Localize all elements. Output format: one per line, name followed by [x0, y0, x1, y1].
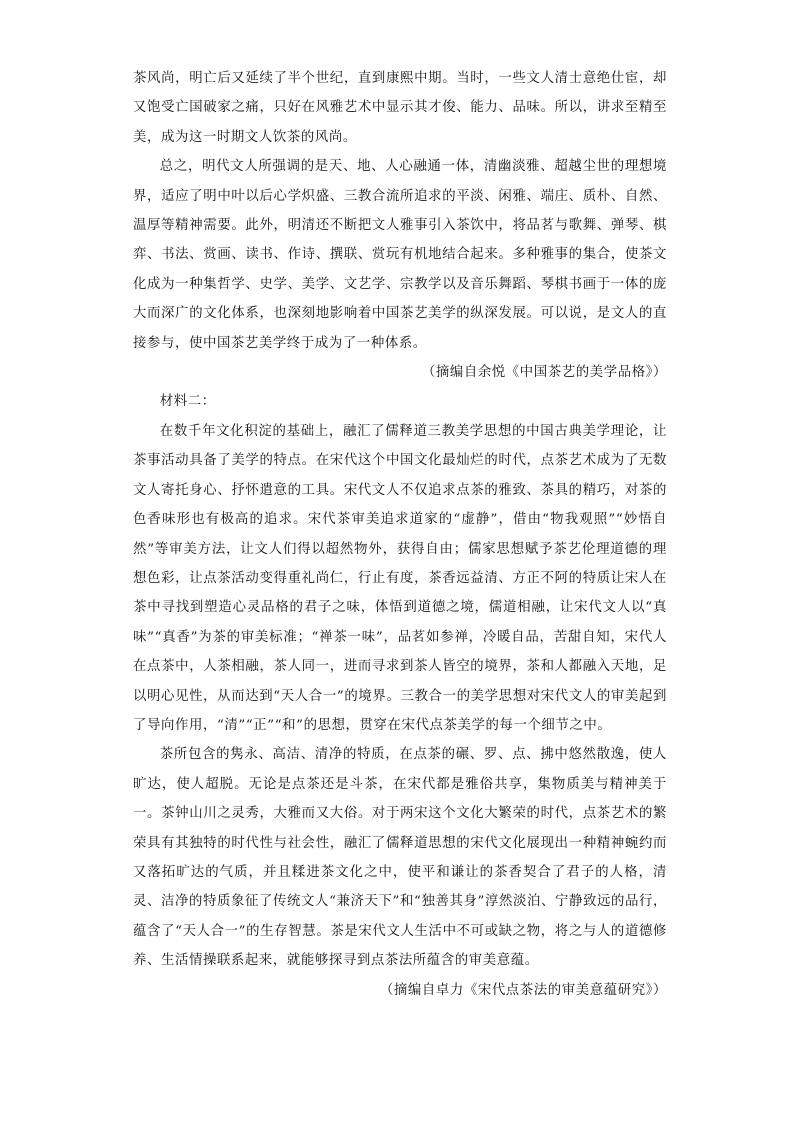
- material-one-continuation-paragraph: 茶风尚，明亡后又延续了半个世纪，直到康熙中期。当时，一些文人清士意绝仕宦，却又饱受亡国破家之痛，只好在风雅艺术中显示其才俊、能力、品味。所以，讲求至精至美，成为这一时期文人饮茶的风尚。: [133, 71, 667, 145]
- material-two-paragraph-2: 茶所包含的隽永、高洁、清净的特质，在点茶的碾、罗、点、拂中悠然散逸，使人旷达，使人超脱。无论是点茶还是斗茶，在宋代都是雅俗共享，集物质美与精神美于一。茶钟山川之灵秀，大雅而又大俗。对于两宋这个文化大繁荣的时代，点茶艺术的繁荣具有其独特的时代性与社会性，融汇了儒释道思想的宋代文化展现出一种精神蜿约而又落拓旷达的气质，并且糅进茶文化之中，使平和谦让的茶香契合了君子的人格，清灵、洁净的特质象征了传统文人“兼济天下”和“独善其身”淳然淡泊、宁静致远的品行，蕴含了“天人合一”的生存智慧。茶是宋代文人生活中不可或缺之物，将之与人的道德修养、生活情操联系起来，就能够探寻到点茶法所蕴含的审美意蕴。: [133, 747, 667, 969]
- document-body: [133, 64, 667, 1005]
- material-two-heading: 材料二：: [159, 394, 216, 410]
- material-two-source: （摘编自卓力《宋代点茶法的审美意蕴研究》）: [379, 982, 667, 998]
- material-one-summary-paragraph: 总之，明代文人所强调的是天、地、人心融通一体，清幽淡雅、超越尘世的理想境界，适应了明中叶以后心学炽盛、三教合流所追求的平淡、闲雅、端庄、质朴、自然、温厚等精神需要。此外，明清还不断把文人雅事引入茶饮中，将品茗与歌舞、弹琴、棋弈、书法、赏画、读书、作诗、撰联、赏玩有机地结合起来。多种雅事的集合，使茶文化成为一种集哲学、史学、美学、文艺学、宗教学以及音乐舞蹈、琴棋书画于一体的庞大而深广的文化体系，也深刻地影响着中国茶艺美学的纵深发展。可以说，是文人的直接参与，使中国茶艺美学终于成为了一种体系。: [133, 159, 667, 351]
- material-two-paragraph-1: 在数千年文化积淀的基础上，融汇了儒释道三教美学思想的中国古典美学理论，让茶事活动具备了美学的特点。在宋代这个中国文化最灿烂的时代，点茶艺术成为了无数文人寄托身心、抒怀遣意的工具。宋代文人不仅追求点茶的雅致、茶具的精巧，对茶的色香味形也有极高的追求。宋代茶审美追求道家的“虚静”，借由“物我观照”“妙悟自然”等审美方法，让文人们得以超然物外，获得自由；儒家思想赋予茶艺伦理道德的理想色彩，让点茶活动变得重礼尚仁，行止有度，茶香远益清、方正不阿的特质让宋人在茶中寻找到塑造心灵品格的君子之味，体悟到道德之境，儒道相融，让宋代文人以“真味”“真香”为茶的审美标准；“禅茶一味”，品茗如参禅，冷暖自品，苦甜自知，宋代人在点茶中，人茶相融，茶人同一，进而寻求到茶人皆空的境界，茶和人都融入天地，足以明心见性，从而达到“天人合一”的境界。三教合一的美学思想对宋代文人的审美起到了导向作用，“清”“正”“和”的思想，贯穿在宋代点茶美学的每一个细节之中。: [133, 423, 667, 733]
- material-one-source: （摘编自余悦《中国茶艺的美学品格》）: [421, 365, 667, 381]
